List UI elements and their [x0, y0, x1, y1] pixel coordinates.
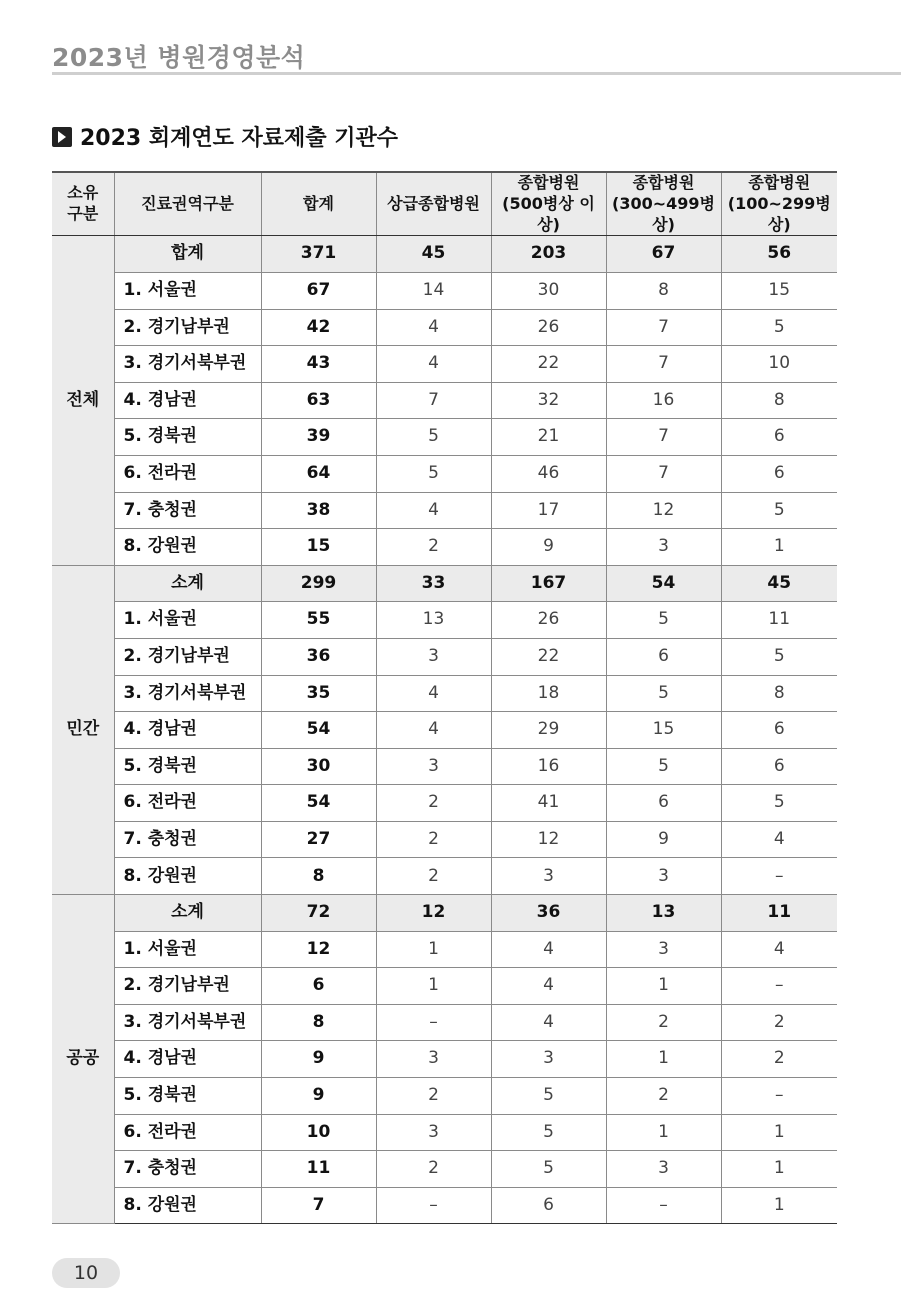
cell-general-300: 5	[606, 602, 721, 639]
region-label: 6. 전라권	[114, 1114, 261, 1151]
cell-total: 15	[261, 529, 376, 566]
table-row	[52, 638, 837, 675]
cell-total: 54	[261, 712, 376, 749]
cell-general-500: 36	[491, 895, 606, 932]
cell-general-500: 46	[491, 455, 606, 492]
cell-total: 72	[261, 895, 376, 932]
cell-general-300: 13	[606, 895, 721, 932]
cell-general-300: 3	[606, 1151, 721, 1188]
region-label: 1. 서울권	[114, 272, 261, 309]
cell-tertiary: 4	[376, 309, 491, 346]
cell-general-300: 15	[606, 712, 721, 749]
owner-group-label: 전체	[52, 236, 114, 565]
cell-general-500: 203	[491, 236, 606, 273]
cell-general-300: –	[606, 1187, 721, 1224]
cell-tertiary: 1	[376, 931, 491, 968]
cell-total: 10	[261, 1114, 376, 1151]
cell-tertiary: 2	[376, 1078, 491, 1115]
cell-total: 299	[261, 565, 376, 602]
cell-total: 64	[261, 455, 376, 492]
cell-general-300: 67	[606, 236, 721, 273]
cell-general-500: 21	[491, 419, 606, 456]
cell-tertiary: 3	[376, 638, 491, 675]
header-general-100	[721, 172, 837, 236]
cell-tertiary: 33	[376, 565, 491, 602]
cell-general-100: 15	[721, 272, 837, 309]
region-label: 8. 강원권	[114, 858, 261, 895]
cell-general-300: 2	[606, 1004, 721, 1041]
cell-general-500: 16	[491, 748, 606, 785]
cell-total: 7	[261, 1187, 376, 1224]
arrow-bullet-icon	[52, 127, 72, 147]
table-row	[52, 858, 837, 895]
owner-group-label: 공공	[52, 895, 114, 1224]
cell-general-100: –	[721, 968, 837, 1005]
cell-general-100: 4	[721, 821, 837, 858]
running-header-title: 2023년 병원경영분석	[52, 43, 306, 72]
cell-tertiary: 2	[376, 821, 491, 858]
header-total: 합계	[261, 172, 376, 236]
cell-general-300: 5	[606, 748, 721, 785]
region-label: 2. 경기남부권	[114, 968, 261, 1005]
table-row	[52, 1041, 837, 1078]
cell-general-300: 12	[606, 492, 721, 529]
cell-general-500: 22	[491, 638, 606, 675]
header-general-100-line1: 종합병원	[748, 173, 811, 192]
cell-general-100: 6	[721, 419, 837, 456]
cell-general-100: 5	[721, 638, 837, 675]
cell-general-500: 5	[491, 1114, 606, 1151]
cell-general-100: 56	[721, 236, 837, 273]
table-row	[52, 1004, 837, 1041]
cell-general-500: 4	[491, 931, 606, 968]
region-label: 7. 충청권	[114, 821, 261, 858]
region-label: 3. 경기서북부권	[114, 1004, 261, 1041]
cell-general-300: 7	[606, 346, 721, 383]
table-row	[52, 748, 837, 785]
cell-total: 35	[261, 675, 376, 712]
cell-general-500: 4	[491, 968, 606, 1005]
cell-general-100: 5	[721, 492, 837, 529]
header-region: 진료권역구분	[114, 172, 261, 236]
header-general-500-line1: 종합병원	[517, 173, 580, 192]
section-heading	[52, 121, 398, 152]
cell-general-300: 6	[606, 638, 721, 675]
section-title: 2023 회계연도 자료제출 기관수	[80, 126, 398, 151]
header-general-500-line2: (500병상 이상)	[502, 193, 595, 234]
table-row	[52, 529, 837, 566]
table-subtotal-row	[52, 565, 837, 602]
cell-general-500: 29	[491, 712, 606, 749]
table-row	[52, 272, 837, 309]
cell-general-100: 1	[721, 1151, 837, 1188]
cell-tertiary: 2	[376, 858, 491, 895]
cell-tertiary: 12	[376, 895, 491, 932]
cell-total: 12	[261, 931, 376, 968]
cell-tertiary: 2	[376, 1151, 491, 1188]
cell-general-500: 26	[491, 602, 606, 639]
cell-general-500: 22	[491, 346, 606, 383]
cell-general-500: 9	[491, 529, 606, 566]
cell-tertiary: 5	[376, 455, 491, 492]
cell-total: 54	[261, 785, 376, 822]
table-row	[52, 492, 837, 529]
cell-general-100: 5	[721, 785, 837, 822]
table-row	[52, 821, 837, 858]
cell-general-300: 2	[606, 1078, 721, 1115]
table-row	[52, 419, 837, 456]
institution-count-table	[52, 171, 837, 1224]
cell-tertiary: 13	[376, 602, 491, 639]
cell-tertiary: 4	[376, 492, 491, 529]
cell-general-500: 3	[491, 858, 606, 895]
table-row	[52, 1187, 837, 1224]
table-row	[52, 602, 837, 639]
region-label: 8. 강원권	[114, 1187, 261, 1224]
cell-tertiary: 4	[376, 675, 491, 712]
cell-general-300: 9	[606, 821, 721, 858]
header-general-300-line1: 종합병원	[632, 173, 695, 192]
table-row	[52, 1151, 837, 1188]
region-label: 소계	[114, 895, 261, 932]
cell-tertiary: 14	[376, 272, 491, 309]
region-label: 4. 경남권	[114, 382, 261, 419]
region-label: 6. 전라권	[114, 785, 261, 822]
region-label: 2. 경기남부권	[114, 309, 261, 346]
cell-general-500: 12	[491, 821, 606, 858]
cell-tertiary: 2	[376, 785, 491, 822]
cell-tertiary: 4	[376, 346, 491, 383]
region-label: 3. 경기서북부권	[114, 346, 261, 383]
cell-general-500: 6	[491, 1187, 606, 1224]
cell-general-100: 1	[721, 529, 837, 566]
cell-general-100: 1	[721, 1114, 837, 1151]
cell-general-100: 2	[721, 1004, 837, 1041]
cell-general-500: 26	[491, 309, 606, 346]
table-row	[52, 712, 837, 749]
cell-general-100: 11	[721, 895, 837, 932]
table-row	[52, 1114, 837, 1151]
cell-general-300: 54	[606, 565, 721, 602]
table-subtotal-row	[52, 895, 837, 932]
cell-general-300: 3	[606, 931, 721, 968]
cell-total: 55	[261, 602, 376, 639]
region-label: 7. 충청권	[114, 1151, 261, 1188]
cell-general-500: 3	[491, 1041, 606, 1078]
table-header-row	[52, 172, 837, 236]
cell-tertiary: 3	[376, 748, 491, 785]
header-tertiary: 상급종합병원	[376, 172, 491, 236]
cell-general-500: 167	[491, 565, 606, 602]
cell-general-300: 1	[606, 1041, 721, 1078]
cell-general-100: 2	[721, 1041, 837, 1078]
cell-general-500: 41	[491, 785, 606, 822]
cell-general-300: 7	[606, 309, 721, 346]
cell-general-100: –	[721, 858, 837, 895]
page-number: 10	[52, 1258, 120, 1288]
region-label: 1. 서울권	[114, 931, 261, 968]
header-divider	[52, 72, 901, 75]
cell-general-300: 1	[606, 968, 721, 1005]
cell-total: 63	[261, 382, 376, 419]
table-row	[52, 346, 837, 383]
cell-general-100: 8	[721, 382, 837, 419]
table-body	[52, 236, 837, 1224]
table-row	[52, 675, 837, 712]
region-label: 소계	[114, 565, 261, 602]
region-label: 합계	[114, 236, 261, 273]
cell-tertiary: 1	[376, 968, 491, 1005]
cell-total: 43	[261, 346, 376, 383]
cell-general-100: 45	[721, 565, 837, 602]
cell-total: 39	[261, 419, 376, 456]
region-label: 5. 경북권	[114, 419, 261, 456]
cell-total: 38	[261, 492, 376, 529]
header-general-300	[606, 172, 721, 236]
cell-general-500: 5	[491, 1151, 606, 1188]
region-label: 4. 경남권	[114, 1041, 261, 1078]
cell-general-100: 6	[721, 455, 837, 492]
header-owner-line1: 소유	[67, 183, 99, 203]
header-owner-line2: 구분	[67, 204, 99, 224]
cell-general-300: 3	[606, 858, 721, 895]
cell-total: 42	[261, 309, 376, 346]
table-row	[52, 309, 837, 346]
cell-tertiary: 2	[376, 529, 491, 566]
cell-tertiary: 7	[376, 382, 491, 419]
cell-general-300: 16	[606, 382, 721, 419]
cell-general-300: 5	[606, 675, 721, 712]
region-label: 6. 전라권	[114, 455, 261, 492]
region-label: 7. 충청권	[114, 492, 261, 529]
region-label: 5. 경북권	[114, 748, 261, 785]
region-label: 4. 경남권	[114, 712, 261, 749]
cell-tertiary: 5	[376, 419, 491, 456]
cell-general-500: 18	[491, 675, 606, 712]
cell-total: 9	[261, 1041, 376, 1078]
cell-total: 11	[261, 1151, 376, 1188]
cell-total: 30	[261, 748, 376, 785]
table-row	[52, 785, 837, 822]
cell-general-500: 32	[491, 382, 606, 419]
cell-general-100: 8	[721, 675, 837, 712]
cell-general-300: 7	[606, 419, 721, 456]
cell-general-100: 5	[721, 309, 837, 346]
table-row	[52, 1078, 837, 1115]
table-subtotal-row	[52, 236, 837, 273]
cell-general-100: 6	[721, 712, 837, 749]
cell-tertiary: 45	[376, 236, 491, 273]
cell-total: 67	[261, 272, 376, 309]
table-row	[52, 931, 837, 968]
table-row	[52, 382, 837, 419]
cell-general-100: 11	[721, 602, 837, 639]
cell-total: 27	[261, 821, 376, 858]
cell-general-300: 7	[606, 455, 721, 492]
header-general-300-line2: (300~499병상)	[612, 193, 715, 234]
cell-tertiary: 3	[376, 1114, 491, 1151]
header-general-100-line2: (100~299병상)	[727, 193, 831, 234]
cell-total: 371	[261, 236, 376, 273]
cell-total: 9	[261, 1078, 376, 1115]
cell-tertiary: –	[376, 1187, 491, 1224]
table-row	[52, 968, 837, 1005]
cell-general-100: 4	[721, 931, 837, 968]
owner-group-label: 민간	[52, 565, 114, 894]
cell-general-500: 17	[491, 492, 606, 529]
cell-tertiary: –	[376, 1004, 491, 1041]
table-row	[52, 455, 837, 492]
cell-general-100: –	[721, 1078, 837, 1115]
region-label: 8. 강원권	[114, 529, 261, 566]
cell-general-500: 4	[491, 1004, 606, 1041]
cell-general-500: 5	[491, 1078, 606, 1115]
cell-general-500: 30	[491, 272, 606, 309]
cell-total: 8	[261, 1004, 376, 1041]
cell-general-100: 1	[721, 1187, 837, 1224]
region-label: 2. 경기남부권	[114, 638, 261, 675]
cell-general-300: 3	[606, 529, 721, 566]
cell-general-100: 6	[721, 748, 837, 785]
cell-general-100: 10	[721, 346, 837, 383]
cell-total: 6	[261, 968, 376, 1005]
region-label: 1. 서울권	[114, 602, 261, 639]
cell-general-300: 6	[606, 785, 721, 822]
cell-tertiary: 3	[376, 1041, 491, 1078]
cell-general-300: 1	[606, 1114, 721, 1151]
region-label: 5. 경북권	[114, 1078, 261, 1115]
region-label: 3. 경기서북부권	[114, 675, 261, 712]
cell-general-300: 8	[606, 272, 721, 309]
cell-total: 8	[261, 858, 376, 895]
header-owner	[52, 172, 114, 236]
cell-tertiary: 4	[376, 712, 491, 749]
cell-total: 36	[261, 638, 376, 675]
header-general-500	[491, 172, 606, 236]
